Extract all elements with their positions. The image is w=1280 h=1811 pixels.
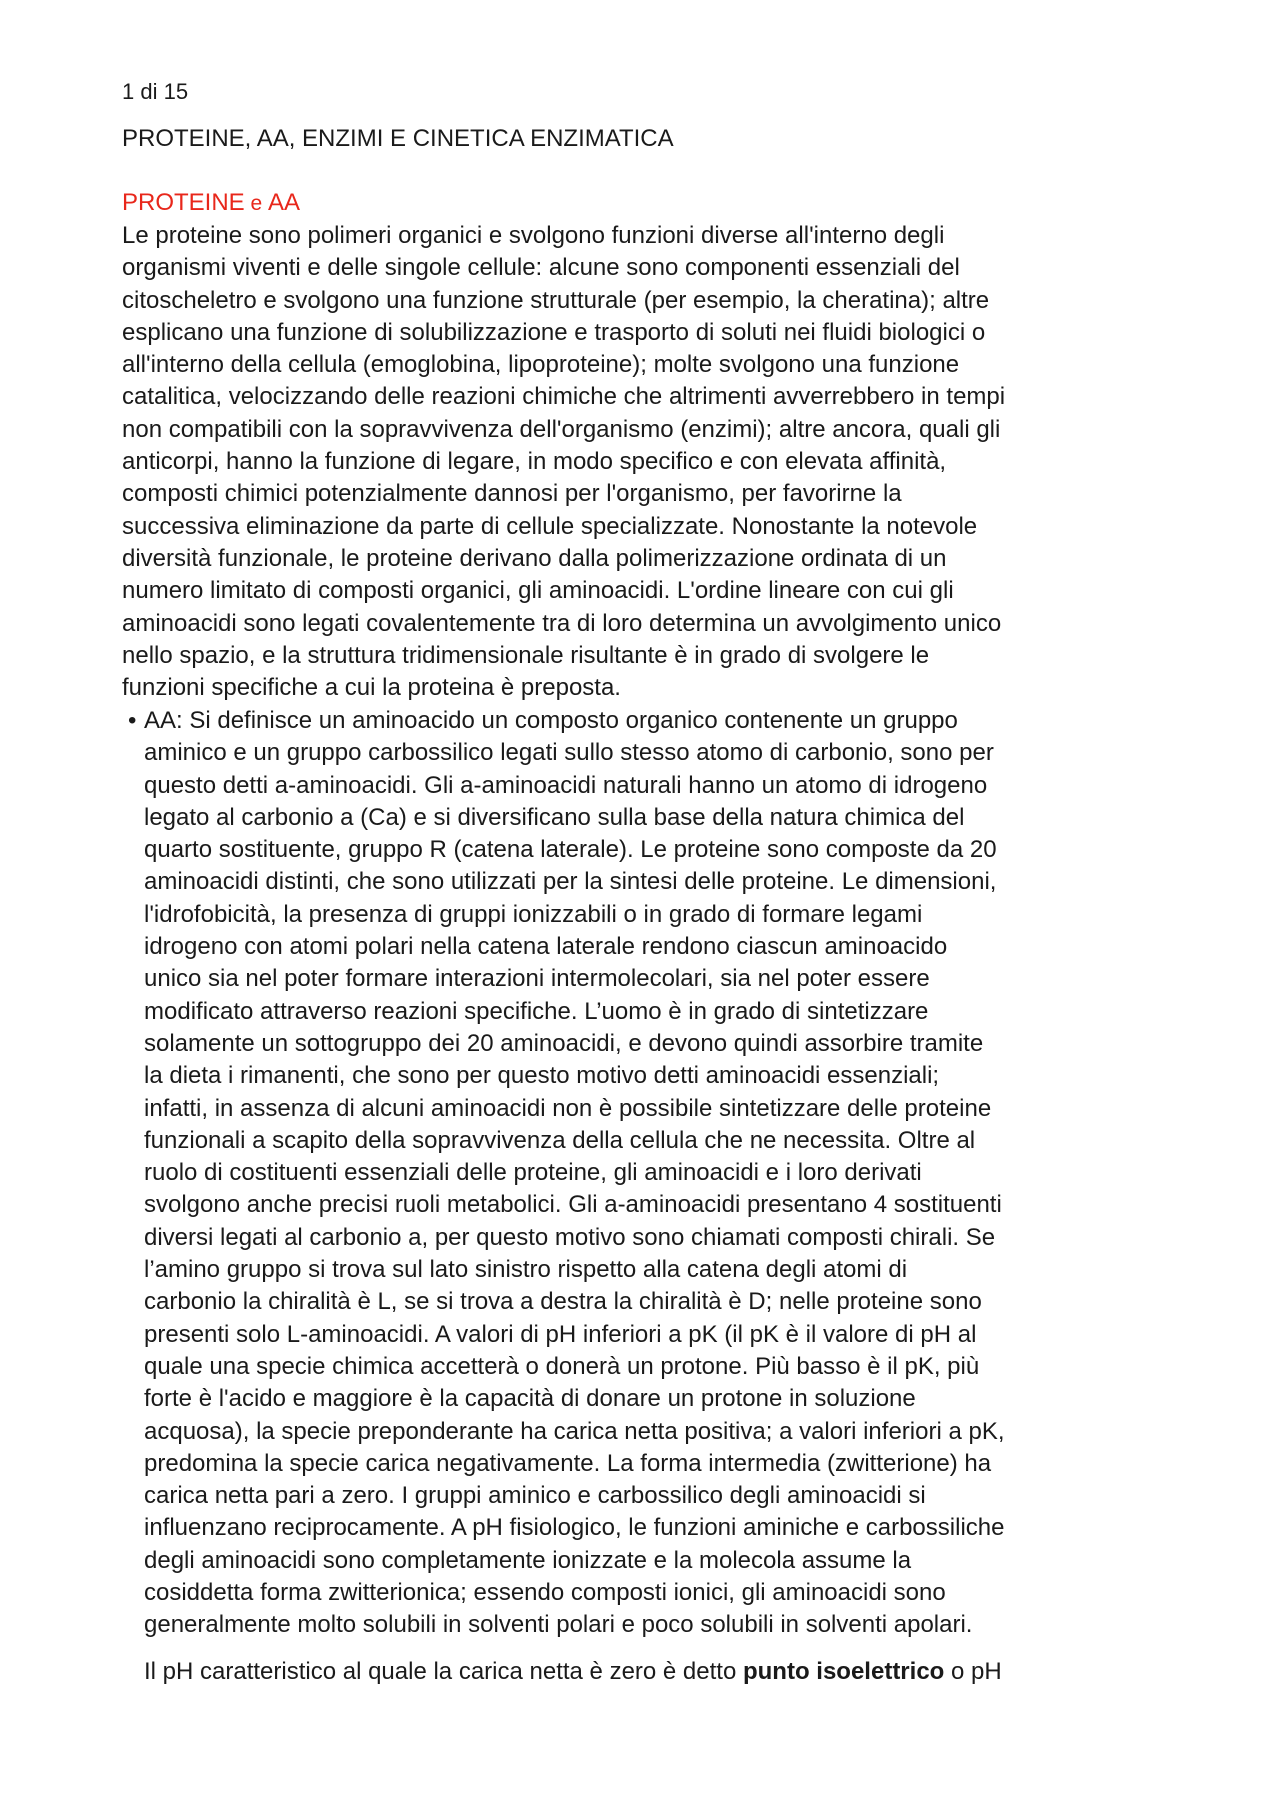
- text-line: acquosa), la specie preponderante ha carica netta positiva; a valori inferiori a pK,: [144, 1417, 1005, 1445]
- continuation-line: [144, 1656, 1002, 1688]
- section-heading-tail: AA: [268, 189, 301, 216]
- text-line: diversità funzionale, le proteine derivano dalla polimerizzazione ordinata di un: [122, 544, 947, 572]
- page-number: 1 di 15: [122, 79, 189, 104]
- text-line: infatti, in assenza di alcuni aminoacidi non è possibile sintetizzare delle proteine: [144, 1094, 992, 1122]
- text-line: aminoacidi sono legati covalentemente tra di loro determina un avvolgimento unico: [122, 609, 1002, 637]
- intro-paragraph: [122, 220, 1170, 704]
- text-line: citoscheletro e svolgono una funzione strutturale (per esempio, la cheratina); altre: [122, 286, 990, 314]
- text-line: ruolo di costituenti essenziali delle proteine, gli aminoacidi e i loro derivati: [144, 1159, 922, 1187]
- text-line: organismi viventi e delle singole cellule: alcune sono componenti essenziali del: [122, 254, 960, 282]
- continuation-text-after: o pH: [944, 1658, 1002, 1685]
- text-line: forte è l'acido e maggiore è la capacità di donare un protone in soluzione: [144, 1385, 916, 1413]
- document-title: PROTEINE, AA, ENZIMI E CINETICA ENZIMATICA: [122, 125, 674, 152]
- text-line: nello spazio, e la struttura tridimensionale risultante è in grado di svolgere le: [122, 641, 930, 669]
- text-line: funzionali a scapito della sopravvivenza della cellula che ne necessita. Oltre al: [144, 1126, 976, 1154]
- text-line: presenti solo L-aminoacidi. A valori di pH inferiori a pK (il pK è il valore di pH al: [144, 1320, 977, 1348]
- text-line: non compatibili con la sopravvivenza dell'organismo (enzimi); altre ancora, quali gli: [122, 415, 1001, 443]
- text-line: numero limitato di composti organici, gli aminoacidi. L'ordine lineare con cui gli: [122, 577, 954, 605]
- text-line: svolgono anche precisi ruoli metabolici. Gli a-aminoacidi presentano 4 sostituenti: [144, 1191, 1002, 1219]
- text-line: degli aminoacidi sono completamente ionizzate e la molecola assume la: [144, 1546, 912, 1574]
- section-heading-joiner: e: [244, 192, 269, 215]
- text-line: aminoacidi distinti, che sono utilizzati per la sintesi delle proteine. Le dimensioni,: [144, 868, 997, 896]
- continuation-text-before: Il pH caratteristico al quale la carica netta è zero è detto: [144, 1658, 743, 1685]
- text-line: Le proteine sono polimeri organici e svolgono funzioni diverse all'interno degli: [122, 222, 945, 249]
- text-line: unico sia nel poter formare interazioni intermolecolari, sia nel poter essere: [144, 965, 930, 993]
- text-line: diversi legati al carbonio a, per questo motivo sono chiamati composti chirali. Se: [144, 1223, 996, 1251]
- text-line: l’amino gruppo si trova sul lato sinistro rispetto alla catena degli atomi di: [144, 1256, 908, 1284]
- bullet-marker: •: [128, 707, 137, 734]
- section-heading: [122, 188, 300, 219]
- bold-term-punto-isoelettrico: punto isoelettrico: [742, 1658, 945, 1685]
- text-line: influenzano reciprocamente. A pH fisiologico, le funzioni aminiche e carbossiliche: [144, 1514, 1005, 1542]
- text-line: aminico e un gruppo carbossilico legati sullo stesso atomo di carbonio, sono per: [144, 739, 994, 767]
- text-line: catalitica, velocizzando delle reazioni chimiche che altrimenti avverrebbero in tempi: [122, 383, 1006, 411]
- section-heading-main: PROTEINE: [122, 189, 245, 216]
- text-line: successiva eliminazione da parte di cellule specializzate. Nonostante la notevole: [122, 512, 978, 540]
- text-line: AA: Si definisce un aminoacido un composto organico contenente un gruppo: [144, 707, 958, 734]
- text-line: generalmente molto solubili in solventi polari e poco solubili in solventi apolari.: [144, 1611, 973, 1639]
- text-line: quale una specie chimica accetterà o donerà un protone. Più basso è il pK, più: [144, 1352, 980, 1380]
- text-line: predomina la specie carica negativamente. La forma intermedia (zwitterione) ha: [144, 1449, 992, 1477]
- text-line: composti chimici potenzialmente dannosi per l'organismo, per favorirne la: [122, 480, 902, 508]
- text-line: funzioni specifiche a cui la proteina è preposta.: [122, 674, 621, 702]
- text-line: cosiddetta forma zwitterionica; essendo composti ionici, gli aminoacidi sono: [144, 1579, 946, 1607]
- text-line: idrogeno con atomi polari nella catena laterale rendono ciascun aminoacido: [144, 933, 948, 961]
- text-line: modificato attraverso reazioni specifiche. L’uomo è in grado di sintetizzare: [144, 997, 929, 1025]
- text-line: l'idrofobicità, la presenza di gruppi ionizzabili o in grado di formare legami: [144, 900, 923, 928]
- text-line: anticorpi, hanno la funzione di legare, in modo specifico e con elevata affinità,: [122, 448, 947, 476]
- text-line: esplicano una funzione di solubilizzazione e trasporto di soluti nei fluidi biologici o: [122, 318, 986, 346]
- text-line: questo detti a-aminoacidi. Gli a-aminoacidi naturali hanno un atomo di idrogeno: [144, 771, 988, 799]
- text-line: la dieta i rimanenti, che sono per questo motivo detti aminoacidi essenziali;: [144, 1062, 940, 1090]
- text-line: carbonio la chiralità è L, se si trova a destra la chiralità è D; nelle proteine sono: [144, 1288, 982, 1316]
- text-line: legato al carbonio a (Ca) e si diversificano sulla base della natura chimica del: [144, 803, 965, 831]
- text-line: solamente un sottogruppo dei 20 aminoacidi, e devono quindi assorbire tramite: [144, 1029, 984, 1057]
- text-line: carica netta pari a zero. I gruppi aminico e carbossilico degli aminoacidi si: [144, 1482, 926, 1510]
- text-line: all'interno della cellula (emoglobina, lipoproteine); molte svolgono una funzione: [122, 351, 960, 379]
- text-line: quarto sostituente, gruppo R (catena laterale). Le proteine sono composte da 20: [144, 836, 997, 864]
- bullet-text: [144, 705, 1184, 1642]
